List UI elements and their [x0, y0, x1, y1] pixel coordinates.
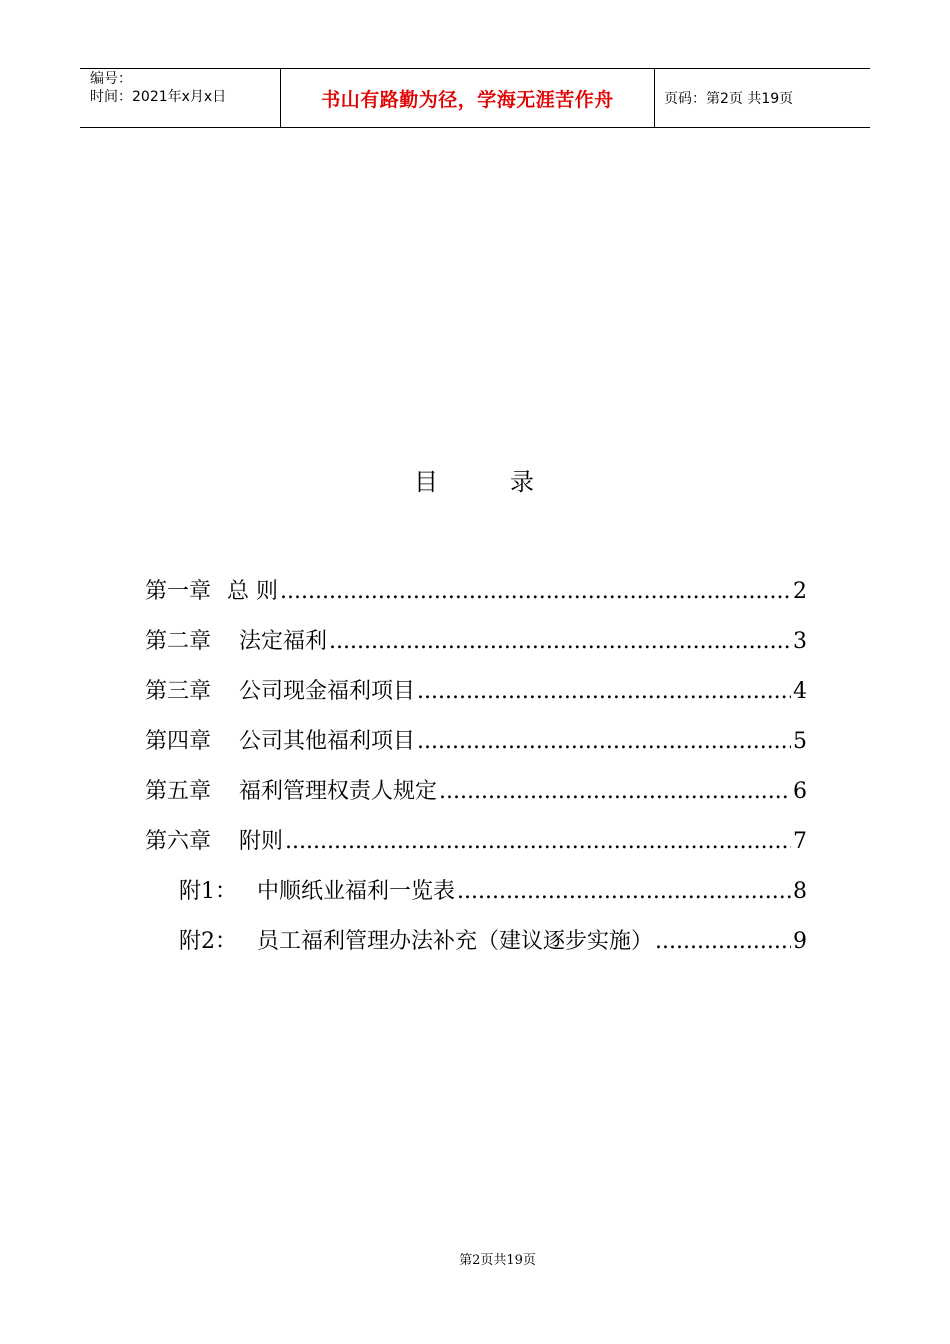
toc-leader-dots: [285, 829, 791, 854]
footer-page-number: 第2页共19页: [459, 1253, 536, 1268]
toc-appendix-label: 附2：: [179, 929, 237, 954]
toc-chapter-label: 第三章: [145, 679, 212, 704]
toc-leader-dots: [280, 579, 791, 604]
toc-page-number: 4: [793, 679, 807, 704]
page-header: [80, 68, 870, 128]
toc-page-number: 2: [793, 579, 807, 604]
toc-entry-title: 福利管理权责人规定: [239, 779, 438, 804]
toc-entry[interactable]: [145, 774, 807, 824]
toc-page-number: 6: [793, 779, 807, 804]
toc-leader-dots: [457, 879, 791, 904]
toc-entry[interactable]: [145, 724, 807, 774]
toc-chapter-label: 第一章: [145, 579, 212, 604]
toc-entry-title: 员工福利管理办法补充（建议逐步实施）: [257, 929, 654, 954]
toc-entry-title: 中顺纸业福利一览表: [257, 879, 456, 904]
toc-page-number: 5: [793, 729, 807, 754]
toc-chapter-label: 第二章: [145, 629, 212, 654]
header-page-info: [655, 69, 870, 127]
toc-chapter-label: 第五章: [145, 779, 212, 804]
toc-entry-title: 公司其他福利项目: [239, 729, 416, 754]
toc-entry[interactable]: [145, 574, 807, 624]
toc-title-char-2: 录: [510, 468, 536, 496]
toc-chapter-label: 第六章: [145, 829, 212, 854]
toc-appendix-entry[interactable]: [145, 874, 807, 924]
toc-title: [0, 462, 950, 497]
page-info-text: 页码：第2页 共19页: [664, 91, 794, 107]
toc-entry-title: 法定福利: [239, 629, 328, 654]
document-number-label: 编号：: [90, 71, 132, 87]
toc-entry-title: 公司现金福利项目: [239, 679, 416, 704]
toc-page-number: 3: [793, 629, 807, 654]
toc-title-char-1: 目: [414, 468, 440, 496]
toc-leader-dots: [417, 679, 791, 704]
toc-appendix-entry[interactable]: [145, 924, 807, 974]
table-of-contents: [145, 574, 807, 974]
toc-page-number: 7: [793, 829, 807, 854]
motto-text: 书山有路勤为径，学海无涯苦作舟: [321, 88, 614, 111]
toc-chapter-label: 第四章: [145, 729, 212, 754]
toc-page-number: 9: [793, 929, 807, 954]
toc-page-number: 8: [793, 879, 807, 904]
toc-entry-title: 总 则: [227, 579, 279, 604]
toc-leader-dots: [329, 629, 791, 654]
header-motto: [281, 69, 655, 127]
page-footer: [0, 1249, 950, 1268]
toc-entry[interactable]: [145, 624, 807, 674]
toc-leader-dots: [439, 779, 791, 804]
toc-entry[interactable]: [145, 674, 807, 724]
toc-leader-dots: [417, 729, 791, 754]
document-time-label: 时间：2021年x月x日: [90, 89, 227, 105]
toc-appendix-label: 附1：: [179, 879, 237, 904]
header-meta: [80, 69, 281, 127]
toc-entry-title: 附则: [239, 829, 284, 854]
toc-leader-dots: [655, 929, 791, 954]
toc-entry[interactable]: [145, 824, 807, 874]
